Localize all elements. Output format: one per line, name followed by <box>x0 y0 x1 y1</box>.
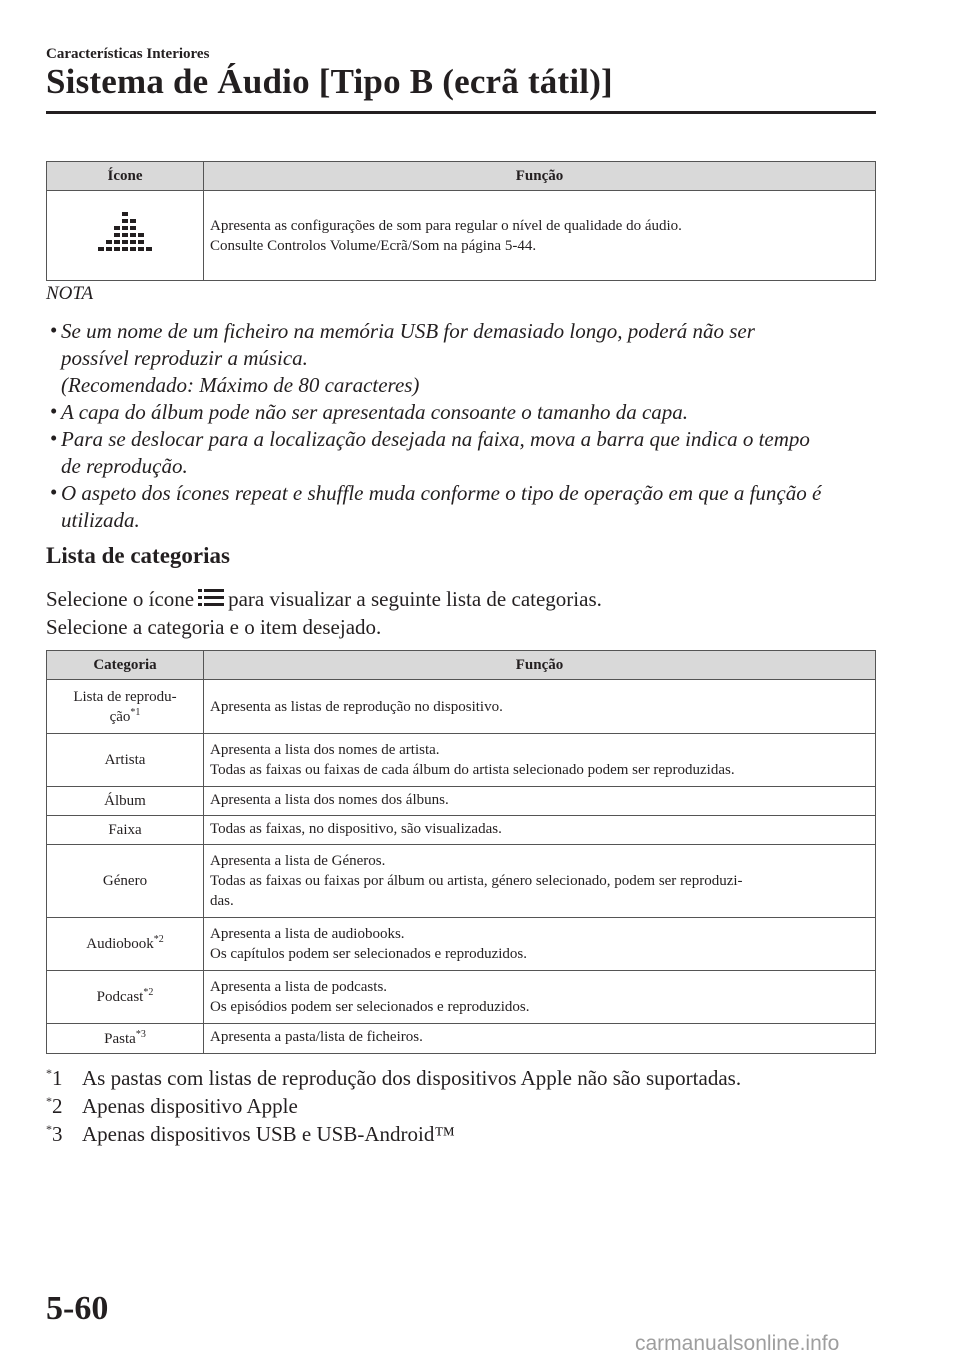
category-label: Audiobook <box>86 936 154 952</box>
section-heading: Lista de categorias <box>46 543 230 568</box>
function-cell <box>204 1024 876 1054</box>
bullet: • <box>50 318 58 342</box>
footnote-text: Apenas dispositivos USB e USB-Android™ <box>82 1122 455 1146</box>
list-item <box>46 318 886 399</box>
category-label: Artista <box>104 752 146 768</box>
category-cell <box>47 787 204 816</box>
note-line: O aspeto dos ícones repeat e shuffle muda conforme o tipo de operação em que a função é <box>61 481 822 505</box>
watermark: carmanualsonline.info <box>635 1332 840 1355</box>
category-cell <box>47 816 204 845</box>
function-line: Apresenta as configurações de som para regular o nível de qualidade do áudio. <box>210 217 682 234</box>
function-cell <box>204 787 876 816</box>
footnote-mark: * <box>46 1122 52 1136</box>
footnote-text: As pastas com listas de reprodução dos dispositivos Apple não são suportadas. <box>82 1066 742 1090</box>
table-row <box>47 680 876 734</box>
note-label: NOTA <box>46 283 94 304</box>
category-cell <box>47 680 204 734</box>
function-line: Apresenta a lista dos nomes de artista. <box>210 742 440 758</box>
footnote <box>46 1092 741 1120</box>
intro-line: Selecione a categoria e o item desejado. <box>46 615 382 639</box>
footnotes <box>46 1064 741 1148</box>
category-label: Podcast <box>96 989 144 1005</box>
table-row <box>47 734 876 787</box>
bullet: • <box>50 399 58 423</box>
function-cell <box>204 191 876 281</box>
category-label: Género <box>102 873 148 889</box>
icon-cell <box>47 191 204 281</box>
function-line: Apresenta a pasta/lista de ficheiros. <box>210 1029 423 1045</box>
table-row <box>47 971 876 1024</box>
table-header-row <box>47 162 876 191</box>
note-list <box>46 318 886 534</box>
bullet: • <box>50 426 58 450</box>
intro-paragraph <box>46 585 886 641</box>
footnote-ref: *2 <box>143 987 154 998</box>
function-line: das. <box>210 893 234 909</box>
function-line: Consulte Controlos Volume/Ecrã/Som na página 5-44. <box>210 237 537 254</box>
list-item <box>46 399 886 426</box>
footnote-text: Apenas dispositivo Apple <box>82 1094 298 1118</box>
footnote <box>46 1120 741 1148</box>
intro-line <box>46 585 886 613</box>
function-cell <box>204 918 876 971</box>
category-label: Faixa <box>108 822 142 838</box>
note-line: de reprodução. <box>61 454 188 478</box>
category-cell <box>47 734 204 787</box>
footnote-mark: * <box>46 1094 52 1108</box>
list-item <box>46 426 886 480</box>
column-header-function: Função <box>204 651 876 680</box>
category-cell <box>47 845 204 918</box>
intro-text-before: Selecione o ícone <box>46 587 195 611</box>
list-icon <box>198 588 224 608</box>
function-cell <box>204 680 876 734</box>
footnote-mark: * <box>46 1066 52 1080</box>
function-cell <box>204 845 876 918</box>
footnote <box>46 1064 741 1092</box>
note-line: A capa do álbum pode não ser apresentada consoante o tamanho da capa. <box>61 400 689 424</box>
section-kicker: Características Interiores <box>46 46 210 62</box>
function-line: Apresenta a lista dos nomes dos álbuns. <box>210 792 449 808</box>
category-label: Lista de reprodu- <box>73 688 177 705</box>
function-line: Apresenta as listas de reprodução no dispositivo. <box>210 698 503 715</box>
column-header-function: Função <box>204 162 876 191</box>
function-cell <box>204 971 876 1024</box>
category-cell <box>47 918 204 971</box>
function-line: Apresenta a lista de Géneros. <box>210 853 386 869</box>
function-cell <box>204 734 876 787</box>
table-row <box>47 816 876 845</box>
page-title: Sistema de Áudio [Tipo B (ecrã tátil)] <box>46 62 613 101</box>
table-row <box>47 918 876 971</box>
note-line: Para se deslocar para a localização desejada na faixa, mova a barra que indica o tempo <box>61 427 810 451</box>
category-table <box>46 650 876 1054</box>
function-line: Apresenta a lista de podcasts. <box>210 979 388 995</box>
function-line: Apresenta a lista de audiobooks. <box>210 926 405 942</box>
list-item <box>46 480 886 534</box>
title-rule <box>46 111 876 114</box>
table-row <box>47 191 876 281</box>
footnote-number: 3 <box>52 1122 63 1146</box>
category-label: Álbum <box>104 793 146 809</box>
page-number: 5-60 <box>46 1290 109 1327</box>
function-line: Todas as faixas, no dispositivo, são visualizadas. <box>210 821 502 837</box>
table-row <box>47 845 876 918</box>
note-line: possível reproduzir a música. <box>61 346 308 370</box>
column-header-icon: Ícone <box>47 162 204 191</box>
function-cell <box>204 816 876 845</box>
table-row <box>47 787 876 816</box>
note-line: utilizada. <box>61 508 140 532</box>
table-row <box>47 1024 876 1054</box>
function-line: Os capítulos podem ser selecionados e reproduzidos. <box>210 946 527 962</box>
category-cell <box>47 971 204 1024</box>
intro-text-after: para visualizar a seguinte lista de categorias. <box>228 587 602 611</box>
footnote-number: 1 <box>52 1066 63 1090</box>
bullet: • <box>50 480 58 504</box>
category-label: Pasta <box>104 1030 136 1047</box>
footnote-number: 2 <box>52 1094 63 1118</box>
category-label-cont: ção$^{*1}$ <box>109 706 141 725</box>
function-line: Todas as faixas ou faixas de cada álbum do artista selecionado podem ser reproduzidas. <box>210 762 735 778</box>
footnote-ref: *2 <box>153 934 164 945</box>
note-line: (Recomendado: Máximo de 80 caracteres) <box>61 373 420 397</box>
function-line: Os episódios podem ser selecionados e reproduzidos. <box>210 999 530 1015</box>
function-line: Todas as faixas ou faixas por álbum ou artista, género selecionado, podem ser reproduzi- <box>210 873 743 889</box>
table-header-row <box>47 651 876 680</box>
category-cell <box>47 1024 204 1054</box>
footnote-ref: *1 <box>130 706 141 718</box>
equalizer-icon <box>97 210 153 256</box>
column-header-category: Categoria <box>47 651 204 680</box>
icon-function-table <box>46 161 876 281</box>
footnote-ref: *3 <box>135 1028 146 1040</box>
note-line: Se um nome de um ficheiro na memória USB for demasiado longo, poderá não ser <box>61 319 755 343</box>
